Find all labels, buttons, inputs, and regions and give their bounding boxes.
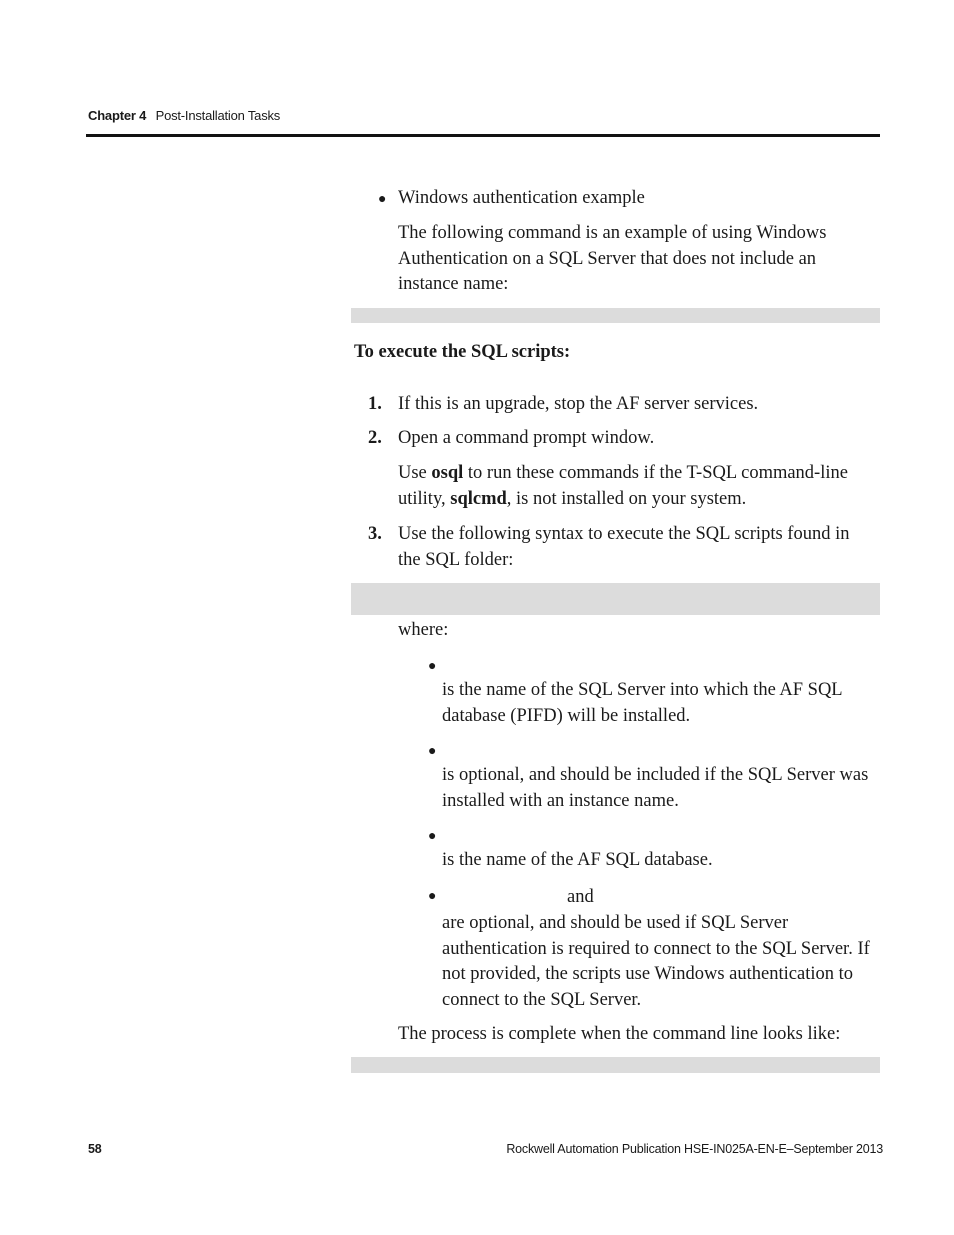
where-item: is the name of the SQL Server into which the AF SQL database (PIFD) will be installed. xyxy=(442,680,842,726)
note-suffix: , is not installed on your system. xyxy=(506,488,747,509)
osql-command: osql xyxy=(431,463,464,483)
code-result-box xyxy=(351,1057,880,1073)
header-rule xyxy=(86,134,880,137)
step-number: 3. xyxy=(368,524,382,544)
step-text: Open a command prompt window. xyxy=(398,428,655,448)
where-item: is optional, and should be included if the SQL Server was installed with an instance name. xyxy=(442,765,869,811)
procedure-heading: To execute the SQL scripts: xyxy=(354,342,571,362)
where-item: is the name of the AF SQL database. xyxy=(442,850,713,870)
page-number: 58 xyxy=(88,1142,102,1156)
step-text: If this is an upgrade, stop the AF server services. xyxy=(398,394,759,414)
running-header xyxy=(88,108,280,123)
where-item: are optional, and should be used if SQL Server authentication is required to connect to the SQL Server. If not provided, the scripts use Windows authentication to connect to the SQL Server. xyxy=(442,913,870,1010)
bullet-icon: ● xyxy=(428,744,437,759)
step-2-note xyxy=(398,461,876,512)
completion-text: The process is complete when the command line looks like: xyxy=(398,1024,841,1044)
where-item-and: and xyxy=(567,887,594,907)
bullet-icon: ● xyxy=(378,192,387,207)
step-text: Use the following syntax to execute the SQL scripts found in the SQL folder: xyxy=(398,524,850,570)
windows-auth-bullet: Windows authentication example xyxy=(398,188,645,208)
note-middle: to run these commands if the T-SQL command-line utility, xyxy=(398,463,848,509)
code-example-windows-auth xyxy=(351,308,880,323)
bullet-icon: ● xyxy=(428,829,437,844)
note-prefix: Use xyxy=(398,463,432,483)
code-syntax-box xyxy=(351,583,880,615)
bullet-icon: ● xyxy=(428,889,437,904)
publication-info: Rockwell Automation Publication HSE-IN025A-EN-E–September 2013 xyxy=(506,1142,883,1156)
bullet-icon: ● xyxy=(428,659,437,674)
section-title: Post-Installation Tasks xyxy=(155,108,281,123)
windows-auth-description: The following command is an example of using Windows Authentication on a SQL Server that does not include an instance name: xyxy=(398,223,827,294)
sqlcmd-command: sqlcmd xyxy=(450,488,507,509)
step-number: 1. xyxy=(368,394,382,414)
chapter-label: Chapter 4 xyxy=(88,108,147,123)
where-label: where: xyxy=(398,620,449,640)
step-number: 2. xyxy=(368,428,382,448)
